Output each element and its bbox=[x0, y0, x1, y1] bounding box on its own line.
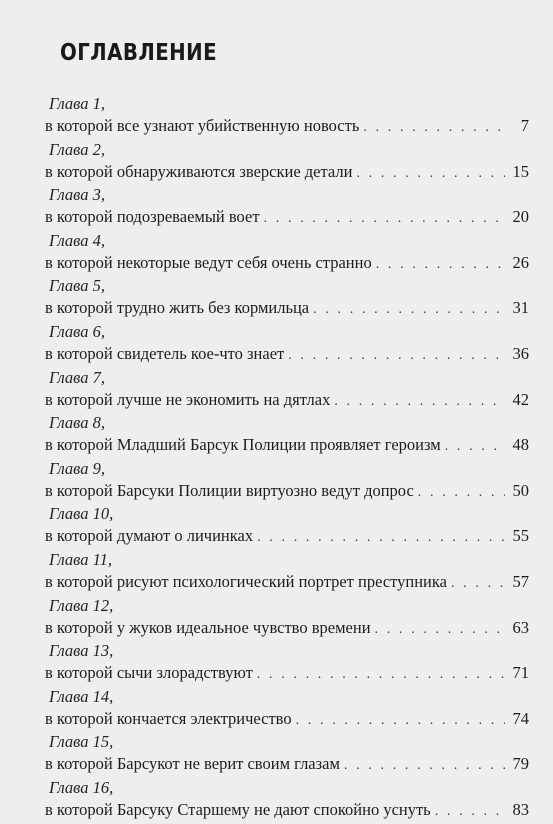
dot-leader bbox=[264, 209, 505, 229]
dot-leader bbox=[435, 802, 505, 822]
chapter-description: в которой думают о личинках bbox=[45, 526, 254, 546]
chapter-label: Глава 1, bbox=[49, 94, 105, 113]
toc-line bbox=[45, 481, 529, 503]
page-number: 83 bbox=[512, 799, 529, 819]
toc-line bbox=[45, 618, 529, 640]
toc-line bbox=[45, 207, 529, 229]
chapter-description: в которой лучше не экономить на дятлах bbox=[45, 389, 331, 409]
toc-entry bbox=[45, 140, 529, 186]
toc-entry bbox=[45, 641, 529, 687]
toc-line bbox=[45, 116, 529, 138]
toc-line bbox=[45, 435, 529, 457]
dot-leader bbox=[376, 255, 505, 275]
toc-line bbox=[45, 390, 529, 412]
toc-entry bbox=[45, 322, 529, 368]
chapter-label: Глава 13, bbox=[49, 641, 114, 661]
chapter-description: в которой Барсуку Старшему не дают спокойно уснуть bbox=[45, 799, 431, 819]
toc-line bbox=[45, 344, 529, 366]
page-number: 48 bbox=[512, 435, 529, 455]
dot-leader bbox=[296, 711, 505, 731]
dot-leader bbox=[363, 118, 505, 138]
chapter-description: в которой Младший Барсук Полиции проявляет героизм bbox=[45, 435, 441, 455]
chapter-description: в которой кончается электричество bbox=[45, 708, 292, 728]
chapter-label: Глава 5, bbox=[49, 276, 105, 296]
page-number: 55 bbox=[512, 526, 529, 546]
chapter-label: Глава 3, bbox=[49, 185, 105, 205]
toc-line bbox=[45, 663, 529, 685]
toc-line bbox=[45, 298, 529, 320]
dot-leader bbox=[313, 300, 505, 320]
page-number: 7 bbox=[520, 116, 529, 135]
toc-line bbox=[45, 709, 529, 731]
page-title: ОГЛАВЛЕНИЕ bbox=[60, 40, 218, 66]
chapter-label: Глава 16, bbox=[49, 777, 114, 797]
toc-entry bbox=[45, 504, 529, 550]
dot-leader bbox=[257, 528, 505, 548]
chapter-label: Глава 9, bbox=[49, 458, 105, 478]
chapter-label: Глава 4, bbox=[49, 230, 105, 250]
table-of-contents bbox=[45, 94, 529, 824]
chapter-description: в которой трудно жить без кормильца bbox=[45, 298, 310, 318]
chapter-label: Глава 10, bbox=[49, 504, 114, 524]
chapter-description: в которой сычи злорадствуют bbox=[45, 663, 253, 683]
chapter-label: Глава 15, bbox=[49, 732, 114, 752]
toc-entry bbox=[45, 185, 529, 231]
page-number: 31 bbox=[512, 298, 529, 318]
dot-leader bbox=[344, 756, 505, 776]
toc-entry bbox=[45, 368, 529, 414]
chapter-description: в которой у жуков идеальное чувство времени bbox=[45, 617, 371, 637]
page-number: 57 bbox=[512, 571, 529, 591]
toc-entry bbox=[45, 94, 529, 140]
page-number: 20 bbox=[512, 207, 529, 227]
dot-leader bbox=[257, 665, 505, 685]
dot-leader bbox=[451, 574, 505, 594]
chapter-label: Глава 2, bbox=[49, 139, 105, 159]
page-number: 26 bbox=[512, 252, 529, 272]
page-number: 42 bbox=[512, 389, 529, 409]
toc-line bbox=[45, 162, 529, 184]
chapter-description: в которой некоторые ведут себя очень странно bbox=[45, 252, 372, 272]
chapter-description: в которой свидетель кое-что знает bbox=[45, 343, 285, 363]
chapter-description: в которой подозреваемый воет bbox=[45, 207, 260, 227]
dot-leader bbox=[418, 483, 505, 503]
toc-entry bbox=[45, 459, 529, 505]
toc-line bbox=[45, 572, 529, 594]
toc-entry bbox=[45, 687, 529, 733]
chapter-label: Глава 8, bbox=[49, 413, 105, 433]
dot-leader bbox=[356, 164, 505, 184]
page-number: 50 bbox=[512, 480, 529, 500]
chapter-label: Глава 7, bbox=[49, 367, 105, 387]
toc-line bbox=[45, 253, 529, 275]
chapter-description: в которой Барсукот не верит своим глазам bbox=[45, 754, 340, 774]
toc-entry bbox=[45, 596, 529, 642]
chapter-label: Глава 12, bbox=[49, 595, 114, 615]
chapter-label: Глава 6, bbox=[49, 321, 105, 341]
dot-leader bbox=[375, 620, 505, 640]
chapter-description: в которой рисуют психологический портрет преступника bbox=[45, 571, 447, 591]
page-number: 79 bbox=[512, 754, 529, 774]
toc-entry bbox=[45, 276, 529, 322]
chapter-label: Глава 14, bbox=[49, 686, 114, 706]
toc-entry bbox=[45, 231, 529, 277]
chapter-description: в которой Барсуки Полиции виртуозно ведут допрос bbox=[45, 480, 414, 500]
toc-line bbox=[45, 526, 529, 548]
page-number: 63 bbox=[512, 617, 529, 637]
toc-entry bbox=[45, 413, 529, 459]
dot-leader bbox=[445, 437, 505, 457]
toc-line bbox=[45, 754, 529, 776]
dot-leader bbox=[334, 392, 505, 412]
dot-leader bbox=[288, 346, 505, 366]
page-number: 36 bbox=[512, 343, 529, 363]
page-number: 71 bbox=[512, 663, 529, 683]
chapter-description: в которой все узнают убийственную новость bbox=[45, 116, 360, 135]
chapter-label: Глава 11, bbox=[49, 549, 112, 569]
toc-entry bbox=[45, 550, 529, 596]
toc-entry bbox=[45, 778, 529, 824]
chapter-description: в которой обнаруживаются зверские детали bbox=[45, 161, 353, 181]
page-number: 74 bbox=[512, 708, 529, 728]
toc-line bbox=[45, 800, 529, 822]
toc-entry bbox=[45, 732, 529, 778]
page-number: 15 bbox=[512, 161, 529, 181]
